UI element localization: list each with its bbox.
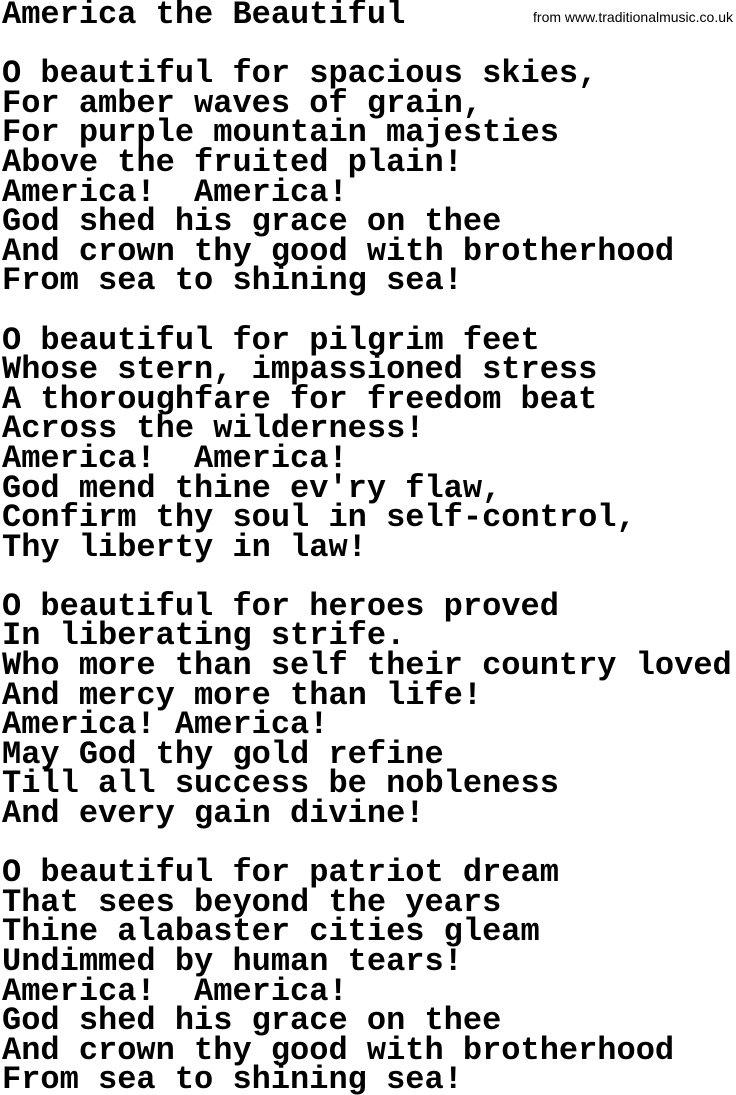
lyric-line: O beautiful for spacious skies, [2,55,598,93]
lyric-line: And crown thy good with brotherhood [2,1031,675,1069]
lyric-line: God mend thine ev'ry flaw, [2,469,502,507]
source-attribution: from www.traditionalmusic.co.uk [533,9,733,25]
lyric-line: God shed his grace on thee [2,203,502,241]
page-title: America the Beautiful [2,0,406,33]
lyric-line: Above the fruited plain! [2,143,463,181]
lyric-line: May God thy gold refine [2,735,444,773]
lyric-line: Thy liberty in law! [2,528,367,566]
lyric-line: America! America! [2,706,329,744]
lyric-line: From sea to shining sea! [2,1061,463,1095]
lyric-line: And crown thy good with brotherhood [2,232,675,270]
lyric-line: America! America! [2,439,348,477]
lyric-line: For purple mountain majesties [2,114,559,152]
lyric-line: And mercy more than life! [2,676,483,714]
lyric-line: Across the wilderness! [2,410,425,448]
lyric-line: O beautiful for heroes proved [2,587,559,625]
lyric-line: And every gain divine! [2,795,425,833]
lyric-line: Thine alabaster cities gleam [2,913,540,951]
lyric-line: America! America! [2,173,348,211]
lyric-line: O beautiful for pilgrim feet [2,321,540,359]
lyric-line: Whose stern, impassioned stress [2,351,598,389]
verse-4 [2,854,736,1095]
lyric-line: Undimmed by human tears! [2,943,463,980]
lyric-line: Till all success be nobleness [2,765,559,803]
lyric-line: In liberating strife. [2,617,406,655]
lyric-line: A thoroughfare for freedom beat [2,380,598,418]
lyric-line: O beautiful for patriot dream [2,854,559,892]
verse-2 [2,321,736,566]
lyric-line: That sees beyond the years [2,883,502,921]
lyric-line: From sea to shining sea! [2,262,463,300]
verse-1 [2,55,736,300]
lyric-line: Confirm thy soul in self-control, [2,499,636,537]
verse-3 [2,587,736,833]
lyric-line: God shed his grace on thee [2,1002,502,1040]
lyric-line: For amber waves of grain, [2,84,483,122]
lyric-line: America! America! [2,972,348,1010]
lyric-line: Who more than self their country loved [2,647,732,685]
